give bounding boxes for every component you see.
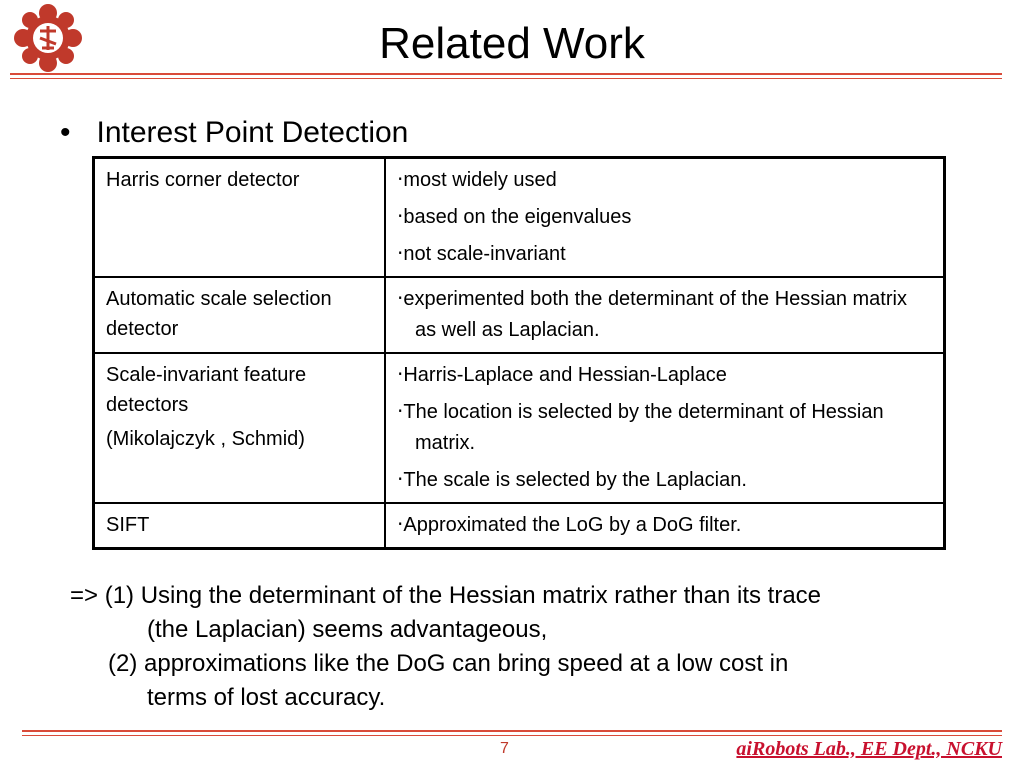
detector-name-cell — [94, 158, 386, 278]
detector-name-cell — [94, 503, 386, 549]
detector-notes-cell — [385, 353, 945, 503]
conclusion-line: terms of lost accuracy. — [147, 684, 386, 711]
note-item: ‧experimented both the determinant of the Hessian matrix as well as Laplacian. — [397, 288, 907, 341]
footer-lab-name: aiRobots Lab., EE Dept., NCKU — [736, 738, 1002, 760]
bullet-marker: • — [60, 116, 71, 149]
note-item: ‧most widely used — [397, 169, 557, 191]
page-number: 7 — [500, 740, 509, 757]
footer-divider — [22, 730, 1002, 732]
detector-name: Harris corner detector — [106, 169, 300, 191]
note-item: ‧The scale is selected by the Laplacian. — [397, 469, 747, 491]
detector-notes-cell — [385, 503, 945, 549]
detector-name: SIFT — [106, 514, 150, 536]
detector-name: Scale-invariant feature detectors — [106, 364, 307, 416]
conclusion-block — [70, 579, 821, 715]
bullet-text: Interest Point Detection — [96, 116, 409, 149]
detector-notes-cell — [385, 158, 945, 278]
conclusion-line: => (1) Using the determinant of the Hessian matrix rather than its trace — [70, 582, 822, 609]
detector-name: Automatic scale selection detector — [106, 288, 332, 340]
note-item: ‧Approximated the LoG by a DoG filter. — [397, 514, 742, 536]
detectors-table — [92, 156, 946, 550]
bullet-item — [60, 113, 408, 153]
table-row — [94, 353, 945, 503]
detector-notes-cell — [385, 277, 945, 353]
detector-authors: (Mikolajczyk , Schmid) — [106, 428, 305, 450]
note-item: ‧based on the eigenvalues — [397, 206, 632, 228]
detector-name-cell — [94, 353, 386, 503]
header-divider-thin — [10, 78, 1002, 79]
header-divider — [10, 73, 1002, 75]
conclusion-line: (2) approximations like the DoG can bring speed at a low cost in — [108, 650, 789, 677]
note-item: ‧The location is selected by the determinant of Hessian matrix. — [397, 401, 884, 454]
footer-divider-thin — [22, 735, 1002, 736]
table-row — [94, 503, 945, 549]
table-row — [94, 277, 945, 353]
note-item: ‧not scale-invariant — [397, 243, 566, 265]
conclusion-line: (the Laplacian) seems advantageous, — [147, 616, 548, 643]
slide-title: Related Work — [379, 19, 645, 68]
note-item: ‧Harris-Laplace and Hessian-Laplace — [397, 364, 727, 386]
detector-name-cell — [94, 277, 386, 353]
table-row — [94, 158, 945, 278]
